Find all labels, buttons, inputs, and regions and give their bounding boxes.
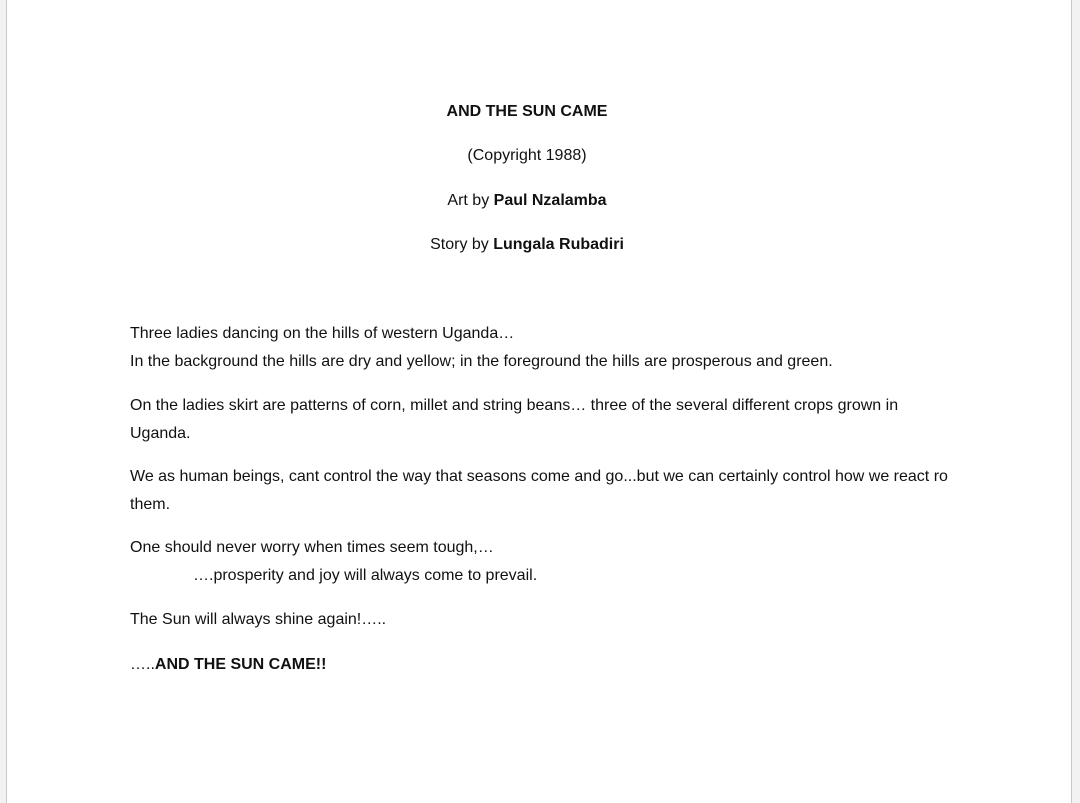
- document-page: [6, 0, 1072, 803]
- closing-prefix: …..: [130, 656, 155, 673]
- art-credit-prefix: Art by: [447, 192, 494, 209]
- story-credit: [7, 235, 1047, 255]
- document-title: AND THE SUN CAME: [446, 103, 608, 120]
- paragraph-5: The Sun will always shine again!…..: [130, 611, 387, 628]
- paragraph-4: [130, 534, 960, 589]
- paragraph-4-line-2: ….prosperity and joy will always come to prevail.: [193, 566, 538, 584]
- story-credit-author: Lungala Rubadiri: [493, 236, 624, 253]
- paragraph-1-line-1: Three ladies dancing on the hills of western Uganda…: [130, 325, 515, 342]
- copyright-line: (Copyright 1988): [467, 147, 587, 164]
- story-credit-prefix: Story by: [430, 236, 494, 253]
- paragraph-2: On the ladies skirt are patterns of corn, millet and string beans… three of the several different crops grown in Uganda.: [130, 397, 899, 442]
- paragraph-1-line-2: In the background the hills are dry and yellow; in the foreground the hills are prosperous and green.: [130, 352, 833, 370]
- art-credit: [7, 191, 1047, 211]
- closing-line: [130, 651, 960, 679]
- art-credit-author: Paul Nzalamba: [493, 192, 607, 209]
- paragraph-3: We as human beings, cant control the way that seasons come and go...but we can certainly control how we react ro them.: [130, 468, 948, 513]
- closing-title: AND THE SUN CAME!!: [154, 656, 327, 673]
- paragraph-4-line-1: One should never worry when times seem tough,…: [130, 539, 494, 556]
- paragraph-1: [130, 320, 960, 375]
